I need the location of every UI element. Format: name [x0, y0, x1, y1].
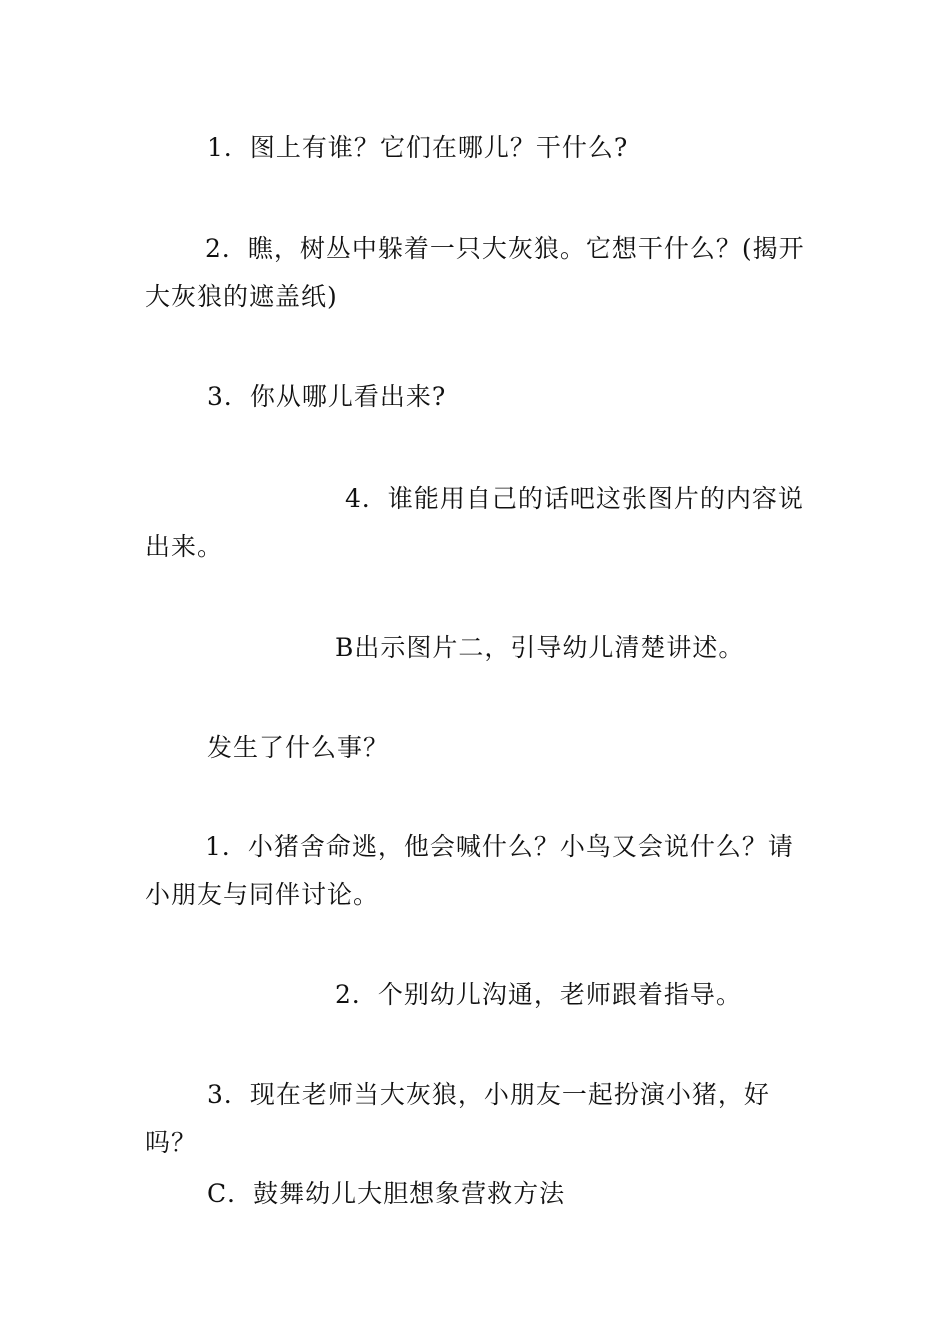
paragraph-8: 2．个别幼儿沟通，老师跟着指导。 [335, 980, 742, 1009]
paragraph-4: 4．谁能用自己的话吧这张图片的内容说出来。 [145, 484, 804, 561]
paragraph-7: 1．小猪舍命逃，他会喊什么？小鸟又会说什么？请小朋友与同伴讨论。 [145, 832, 794, 909]
paragraph-3: 3．你从哪儿看出来? [207, 382, 447, 411]
paragraph-10: C．鼓舞幼儿大胆想象营救方法 [207, 1179, 566, 1208]
paragraph-5: B出示图片二，引导幼儿清楚讲述。 [335, 633, 745, 662]
paragraph-2: 2．瞧，树丛中躲着一只大灰狼。它想干什么？(揭开大灰狼的遮盖纸) [145, 234, 805, 311]
paragraph-9: 3．现在老师当大灰狼，小朋友一起扮演小猪，好吗？ [145, 1080, 770, 1157]
paragraph-1: 1．图上有谁？它们在哪儿？干什么? [207, 133, 629, 162]
paragraph-6: 发生了什么事？ [207, 733, 390, 762]
